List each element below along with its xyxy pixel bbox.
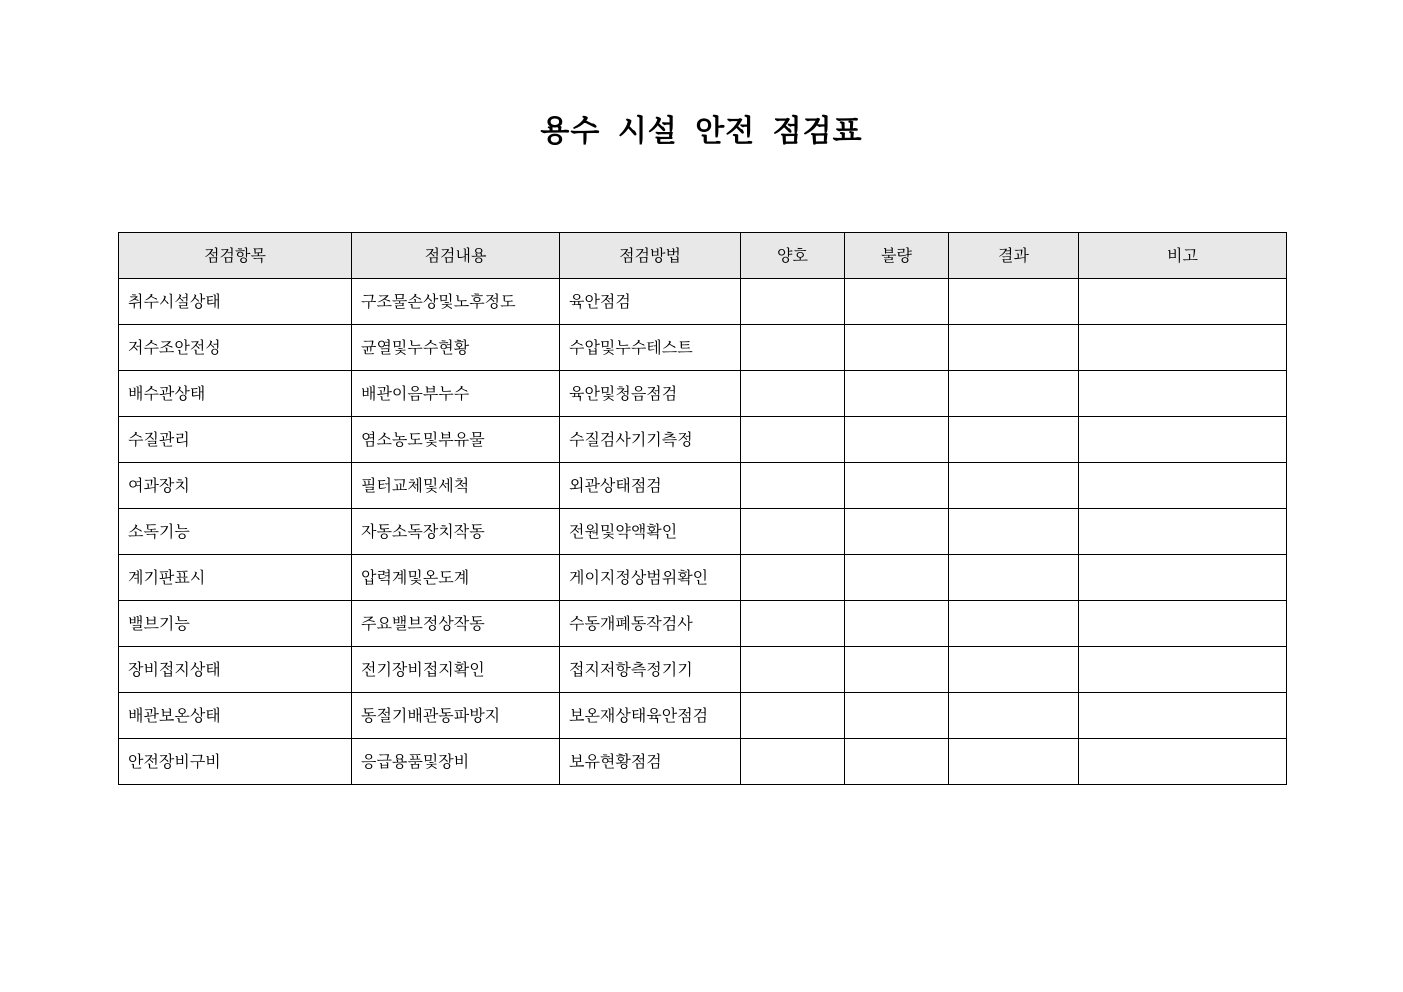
result-cell[interactable] [949, 647, 1079, 693]
header-inspection-content: 점검내용 [352, 233, 560, 279]
good-cell[interactable] [741, 279, 845, 325]
method-cell: 접지저항측정기기 [560, 647, 741, 693]
content-cell: 염소농도및부유물 [352, 417, 560, 463]
method-cell: 육안및청음점검 [560, 371, 741, 417]
result-cell[interactable] [949, 693, 1079, 739]
content-cell: 필터교체및세척 [352, 463, 560, 509]
note-cell[interactable] [1079, 601, 1287, 647]
content-cell: 압력계및온도계 [352, 555, 560, 601]
note-cell[interactable] [1079, 647, 1287, 693]
content-cell: 구조물손상및노후정도 [352, 279, 560, 325]
bad-cell[interactable] [845, 647, 949, 693]
table-row [119, 325, 1287, 371]
good-cell[interactable] [741, 601, 845, 647]
content-cell: 응급용품및장비 [352, 739, 560, 785]
bad-cell[interactable] [845, 279, 949, 325]
item-cell: 배관보온상태 [119, 693, 352, 739]
item-cell: 여과장치 [119, 463, 352, 509]
good-cell[interactable] [741, 417, 845, 463]
good-cell[interactable] [741, 371, 845, 417]
note-cell[interactable] [1079, 279, 1287, 325]
note-cell[interactable] [1079, 325, 1287, 371]
result-cell[interactable] [949, 739, 1079, 785]
note-cell[interactable] [1079, 693, 1287, 739]
inspection-table [118, 232, 1287, 785]
note-cell[interactable] [1079, 739, 1287, 785]
table-header-row [119, 233, 1287, 279]
content-cell: 주요밸브정상작동 [352, 601, 560, 647]
result-cell[interactable] [949, 371, 1079, 417]
table-row [119, 417, 1287, 463]
content-cell: 배관이음부누수 [352, 371, 560, 417]
header-good: 양호 [741, 233, 845, 279]
good-cell[interactable] [741, 555, 845, 601]
table-row [119, 371, 1287, 417]
result-cell[interactable] [949, 509, 1079, 555]
bad-cell[interactable] [845, 509, 949, 555]
result-cell[interactable] [949, 279, 1079, 325]
content-cell: 동절기배관동파방지 [352, 693, 560, 739]
method-cell: 수질검사기기측정 [560, 417, 741, 463]
bad-cell[interactable] [845, 693, 949, 739]
good-cell[interactable] [741, 325, 845, 371]
item-cell: 장비접지상태 [119, 647, 352, 693]
method-cell: 수동개폐동작검사 [560, 601, 741, 647]
method-cell: 외관상태점검 [560, 463, 741, 509]
header-bad: 불량 [845, 233, 949, 279]
good-cell[interactable] [741, 509, 845, 555]
item-cell: 배수관상태 [119, 371, 352, 417]
good-cell[interactable] [741, 647, 845, 693]
item-cell: 소독기능 [119, 509, 352, 555]
item-cell: 저수조안전성 [119, 325, 352, 371]
header-note: 비고 [1079, 233, 1287, 279]
table-row [119, 463, 1287, 509]
note-cell[interactable] [1079, 371, 1287, 417]
method-cell: 육안점검 [560, 279, 741, 325]
bad-cell[interactable] [845, 601, 949, 647]
item-cell: 수질관리 [119, 417, 352, 463]
result-cell[interactable] [949, 417, 1079, 463]
item-cell: 취수시설상태 [119, 279, 352, 325]
method-cell: 게이지정상범위확인 [560, 555, 741, 601]
good-cell[interactable] [741, 739, 845, 785]
note-cell[interactable] [1079, 555, 1287, 601]
result-cell[interactable] [949, 325, 1079, 371]
header-inspection-item: 점검항목 [119, 233, 352, 279]
content-cell: 전기장비접지확인 [352, 647, 560, 693]
method-cell: 보유현황점검 [560, 739, 741, 785]
method-cell: 전원및약액확인 [560, 509, 741, 555]
item-cell: 밸브기능 [119, 601, 352, 647]
header-result: 결과 [949, 233, 1079, 279]
table-row [119, 601, 1287, 647]
bad-cell[interactable] [845, 463, 949, 509]
bad-cell[interactable] [845, 371, 949, 417]
note-cell[interactable] [1079, 509, 1287, 555]
result-cell[interactable] [949, 555, 1079, 601]
table-row [119, 555, 1287, 601]
bad-cell[interactable] [845, 555, 949, 601]
method-cell: 수압및누수테스트 [560, 325, 741, 371]
good-cell[interactable] [741, 463, 845, 509]
note-cell[interactable] [1079, 417, 1287, 463]
result-cell[interactable] [949, 463, 1079, 509]
table-row [119, 509, 1287, 555]
item-cell: 계기판표시 [119, 555, 352, 601]
content-cell: 균열및누수현황 [352, 325, 560, 371]
method-cell: 보온재상태육안점검 [560, 693, 741, 739]
table-row [119, 279, 1287, 325]
item-cell: 안전장비구비 [119, 739, 352, 785]
page-title: 용수 시설 안전 점검표 [540, 114, 863, 149]
bad-cell[interactable] [845, 325, 949, 371]
result-cell[interactable] [949, 601, 1079, 647]
bad-cell[interactable] [845, 417, 949, 463]
header-inspection-method: 점검방법 [560, 233, 741, 279]
table-row [119, 647, 1287, 693]
content-cell: 자동소독장치작동 [352, 509, 560, 555]
good-cell[interactable] [741, 693, 845, 739]
table-row [119, 739, 1287, 785]
table-row [119, 693, 1287, 739]
bad-cell[interactable] [845, 739, 949, 785]
note-cell[interactable] [1079, 463, 1287, 509]
